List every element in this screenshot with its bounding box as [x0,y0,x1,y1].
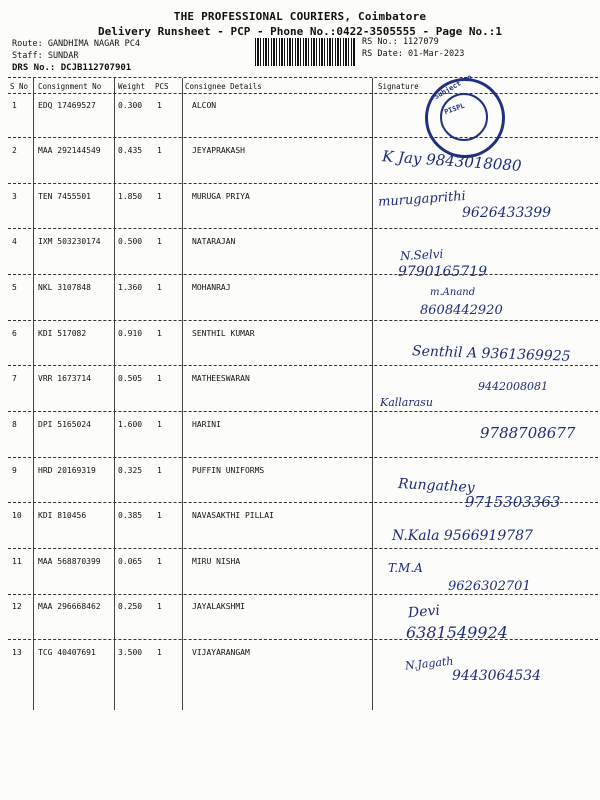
row-consignment: VRR 1673714 [38,374,91,383]
row-consignee: MIRU NISHA [192,557,241,566]
signature-4-phone: 9790165719 [398,264,488,280]
row-pcs: 1 [157,101,162,110]
signature-9-name: Rungathey [397,476,476,496]
row-rule [8,274,598,275]
row-pcs: 1 [157,420,162,429]
row-sno: 12 [12,602,22,611]
signature-13-phone: 9443064534 [452,668,542,684]
row-rule [8,320,598,321]
row-rule [8,548,598,549]
row-pcs: 1 [157,648,162,657]
col-signature: Signature [378,82,419,91]
official-stamp [425,72,505,158]
row-consignee: MOHANRAJ [192,283,231,292]
row-rule [8,137,598,138]
row-pcs: 1 [157,602,162,611]
row-weight: 0.505 [118,374,143,383]
row-rule [8,228,598,229]
row-consignee: NATARAJAN [192,237,236,246]
row-pcs: 1 [157,466,162,475]
row-sno: 7 [12,374,17,383]
row-weight: 1.360 [118,283,143,292]
signature-8: 9788708677 [480,424,576,442]
row-sno: 1 [12,101,17,110]
table-row [0,101,600,146]
signature-11-name: T.M.A [388,561,423,575]
signature-7-name: Kallarasu [380,396,433,409]
row-pcs: 1 [157,237,162,246]
route-info [12,38,140,74]
row-consignment: KDI 517082 [38,329,87,338]
row-weight: 0.250 [118,602,143,611]
row-consignee: MATHEESWARAN [192,374,250,383]
row-consignment: MAA 296668462 [38,602,101,611]
row-pcs: 1 [157,374,162,383]
row-sno: 2 [12,146,17,155]
signature-4-name: N.Selvi [399,246,444,264]
signature-9-phone: 9715303363 [465,493,561,511]
route-label: Route: GANDHIMA NAGAR PC4 [12,39,140,49]
col-pcs: PCS [155,82,169,91]
table-row [0,283,600,328]
barcode [255,38,355,66]
signature-10: N.Kala 9566919787 [392,528,533,544]
row-consignment: IXM 503230174 [38,237,101,246]
row-sno: 10 [12,511,22,520]
row-consignment: MAA 292144549 [38,146,101,155]
row-weight: 0.300 [118,101,143,110]
row-sno: 11 [12,557,22,566]
rs-number: RS No.: 1127079 [362,37,439,47]
row-weight: 0.385 [118,511,143,520]
row-weight: 1.850 [118,192,143,201]
col-consignment: Consignment No [38,82,102,91]
signature-12-name: Devi [407,602,441,622]
row-rule [8,411,598,412]
rs-date: RS Date: 01-Mar-2023 [362,49,465,59]
signature-13-name: N.Jagath [404,654,455,673]
row-weight: 0.910 [118,329,143,338]
row-consignee: JAYALAKSHMI [192,602,245,611]
row-rule [8,457,598,458]
row-rule [8,639,598,640]
header-bottom-rule [8,93,598,94]
company-title: THE PROFESSIONAL COURIERS, Coimbatore [173,10,427,23]
row-rule [8,183,598,184]
drs-number: DRS No.: DCJB112707901 [12,63,132,73]
row-consignee: ALCON [192,101,217,110]
row-rule [8,365,598,366]
runsheet-subtitle: Delivery Runsheet - PCP - Phone No.:0422-3505555 - Page No.:1 [98,25,502,38]
row-consignment: MAA 568870399 [38,557,101,566]
signature-7-phone: 9442008081 [478,380,548,393]
row-consignment: NKL 3107848 [38,283,91,292]
row-consignee: SENTHIL KUMAR [192,329,255,338]
row-weight: 1.600 [118,420,143,429]
row-sno: 8 [12,420,17,429]
row-pcs: 1 [157,146,162,155]
row-consignee: VIJAYARANGAM [192,648,250,657]
signature-2: K Jay 9843018080 [381,147,523,175]
stamp-text: PISPL [443,101,466,117]
signature-5-phone: 8608442920 [420,303,503,318]
row-weight: 0.065 [118,557,143,566]
row-sno: 4 [12,237,17,246]
staff-label: Staff: SUNDAR [12,51,79,61]
stamp-inner-ring [440,93,488,141]
signature-11-phone: 9626302701 [448,579,531,594]
row-consignment: HRD 20169319 [38,466,96,475]
row-pcs: 1 [157,329,162,338]
row-consignee: JEYAPRAKASH [192,146,245,155]
row-weight: 0.325 [118,466,143,475]
row-consignment: KDI 810456 [38,511,87,520]
signature-6: Senthil A 9361369925 [411,343,571,365]
row-weight: 0.435 [118,146,143,155]
row-consignment: TCG 40407691 [38,648,96,657]
row-pcs: 1 [157,192,162,201]
row-consignee: PUFFIN UNIFORMS [192,466,265,475]
row-consignee: NAVASAKTHI PILLAI [192,511,274,520]
rs-info [362,36,464,60]
row-sno: 6 [12,329,17,338]
row-rule [8,594,598,595]
signature-12-phone: 6381549924 [406,623,508,642]
col-weight: Weight [118,82,146,91]
signature-5-name: m.Anand [430,287,476,298]
row-consignee: MURUGA PRIYA [192,192,250,201]
row-consignee: HARINI [192,420,221,429]
table-row [0,602,600,647]
row-weight: 0.500 [118,237,143,246]
row-sno: 9 [12,466,17,475]
row-pcs: 1 [157,511,162,520]
row-consignment: TEN 7455501 [38,192,91,201]
stamp-text: Subject to [432,72,474,102]
col-sno: S No [10,82,29,91]
row-consignment: EDQ 17469527 [38,101,96,110]
row-sno: 13 [12,648,22,657]
row-sno: 3 [12,192,17,201]
row-pcs: 1 [157,283,162,292]
row-weight: 3.500 [118,648,143,657]
table-row [0,237,600,282]
signature-3-phone: 9626433399 [462,205,552,221]
row-consignment: DPI 5165024 [38,420,91,429]
row-sno: 5 [12,283,17,292]
signature-3-name: murugaprithi [377,188,467,211]
col-consignee: Consignee Details [185,82,262,91]
row-pcs: 1 [157,557,162,566]
header-top-rule [8,77,598,78]
